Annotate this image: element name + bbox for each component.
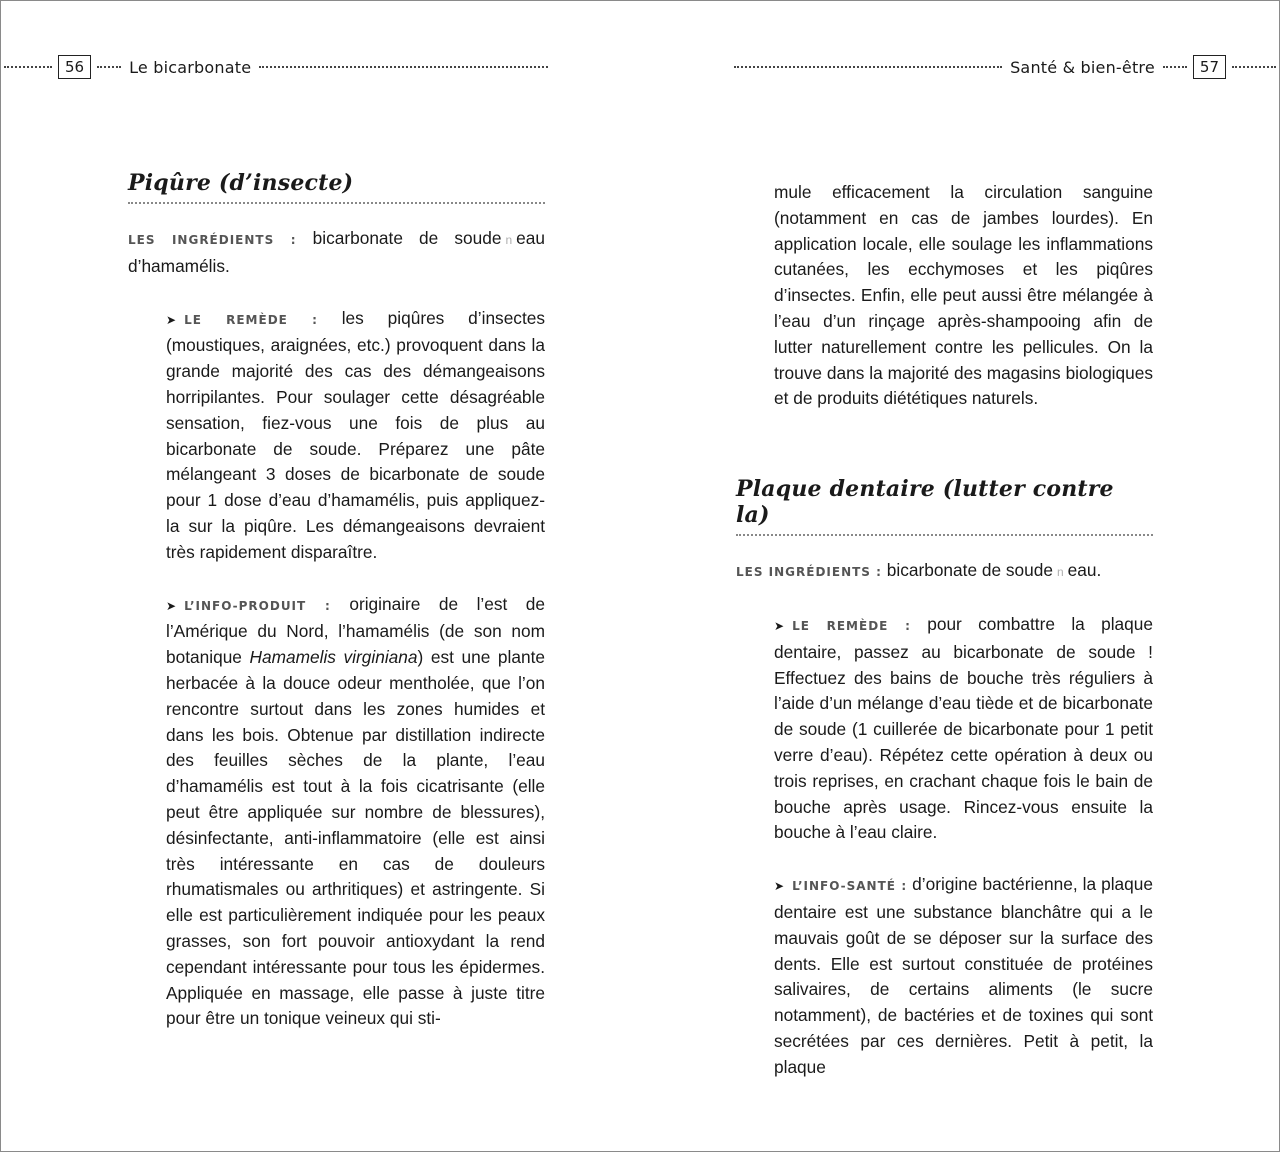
botanical-name: Hamamelis virginiana <box>249 647 418 668</box>
info-label: L’INFO-SANTÉ : <box>792 879 908 894</box>
right-page-number: 57 <box>1193 55 1226 79</box>
ingredient-separator: n <box>505 233 513 247</box>
ingredient: bicarbonate de soude <box>886 560 1053 581</box>
remede-label: LE REMÈDE : <box>792 618 911 633</box>
header-dots <box>97 66 121 68</box>
left-page-number: 56 <box>58 55 91 79</box>
remede-label: LE REMÈDE : <box>184 312 318 327</box>
ingredients-line <box>128 226 545 280</box>
header-dots <box>1163 66 1187 68</box>
arrow-bullet-icon: ➤ <box>774 879 785 894</box>
info-label: L’INFO-PRODUIT : <box>184 598 331 613</box>
ingredients-line <box>736 558 1153 586</box>
remede-paragraph <box>774 612 1153 846</box>
remede-text: les piqûres d’insectes (moustiques, araignées, etc.) provoquent dans la grande majorité des cas des démangeaisons horripilantes. Pour soulager cette désagréable sensation, fiez-vous une fois de plus au bicarbonate de soude. Préparez une pâte mélangeant 3 doses de bicarbonate de soude pour 1 dose d’eau d’hamamélis, puis appliquez-la sur la piqûre. Les démangeaisons devraient très rapidement disparaître. <box>166 307 546 562</box>
right-page-content <box>736 180 1153 1081</box>
ingredient: eau. <box>1067 560 1102 581</box>
remede-text: pour combattre la plaque dentaire, passez au bicarbonate de soude ! Effectuez des bains de bouche très réguliers à l’aide d’un mélange d’eau tiède et de bicarbonate de soude (1 cuillerée de bicarbonate pour 1 petit verre d’eau). Répétez cette opération à deux ou trois reprises, en crachant chaque fois le bain de bouche après usage. Rincez-vous ensuite la bouche à l’eau claire. <box>774 613 1153 843</box>
info-text: d’origine bactérienne, la plaque dentaire est une substance blanchâtre qui a le mauvais goût de se déposer sur la surface des dents. Elle est surtout constituée de protéines salivaires, de certains aliments (le sucre notamment), de bactéries et de toxines qui sont secrétées par ces dernières. Petit à petit, la plaque <box>774 874 1153 1077</box>
info-paragraph <box>774 872 1153 1080</box>
right-running-title: Santé & bien-être <box>1010 57 1155 77</box>
left-running-title: Le bicarbonate <box>129 57 252 77</box>
section-title: Piqûre (d’insecte) <box>128 170 545 204</box>
ingredient-separator: n <box>1056 565 1064 580</box>
header-dots <box>4 66 52 68</box>
left-page-content <box>128 170 545 1032</box>
left-running-header <box>4 53 548 81</box>
ingredients-label: LES INGRÉDIENTS : <box>128 233 297 247</box>
continued-paragraph: mule efficacement la circulation sanguine (notamment en cas de jambes lourdes). En application locale, elle soulage les inflammations cutanées, les ecchymoses et les piqûres d’insectes. Enfin, elle peut aussi être mélangée à l’eau d’un rinçage après-shampooing afin de lutter naturellement contre les pellicules. On la trouve dans la majorité des magasins biologiques et de produits diététiques naturels. <box>774 182 1153 409</box>
remede-paragraph <box>166 306 545 566</box>
header-dots <box>734 66 1002 68</box>
arrow-bullet-icon: ➤ <box>166 598 177 613</box>
info-text: originaire de l’est de l’Amérique du Nord, l’hamamélis (de son nom botanique <box>166 593 545 668</box>
arrow-bullet-icon: ➤ <box>166 312 177 327</box>
header-dots <box>1232 66 1276 68</box>
info-paragraph <box>166 592 545 1033</box>
ingredients-label: LES INGRÉDIENTS : <box>736 565 882 580</box>
section-title: Plaque dentaire (lutter contre la) <box>736 476 1153 536</box>
ingredient: eau d’hamamélis. <box>128 228 545 276</box>
right-running-header <box>734 53 1276 81</box>
header-dots <box>259 66 548 68</box>
arrow-bullet-icon: ➤ <box>774 618 785 633</box>
ingredient: bicarbonate de soude <box>312 228 502 248</box>
info-text: ) est une plante herbacée à la douce odeur mentholée, que l’on rencontre surtout dans les zones humides et dans les bois. Obtenue par distillation indirecte des feuilles sèches de la plante, l’eau d’hamamélis est tout à la fois cicatrisante (elle peut être appliquée sur nombre de blessures), désinfectante, anti-inflammatoire (elle est ainsi très intéressante en cas de douleurs rhumatismales ou arthritiques) et astringente. Si elle est particulièrement indiquée pour les peaux grasses, son fort pouvoir antioxydant la rend cependant intéressante pour tous les épidermes. Appliquée en massage, elle passe à juste titre pour être un tonique veineux qui sti- <box>166 647 545 1029</box>
